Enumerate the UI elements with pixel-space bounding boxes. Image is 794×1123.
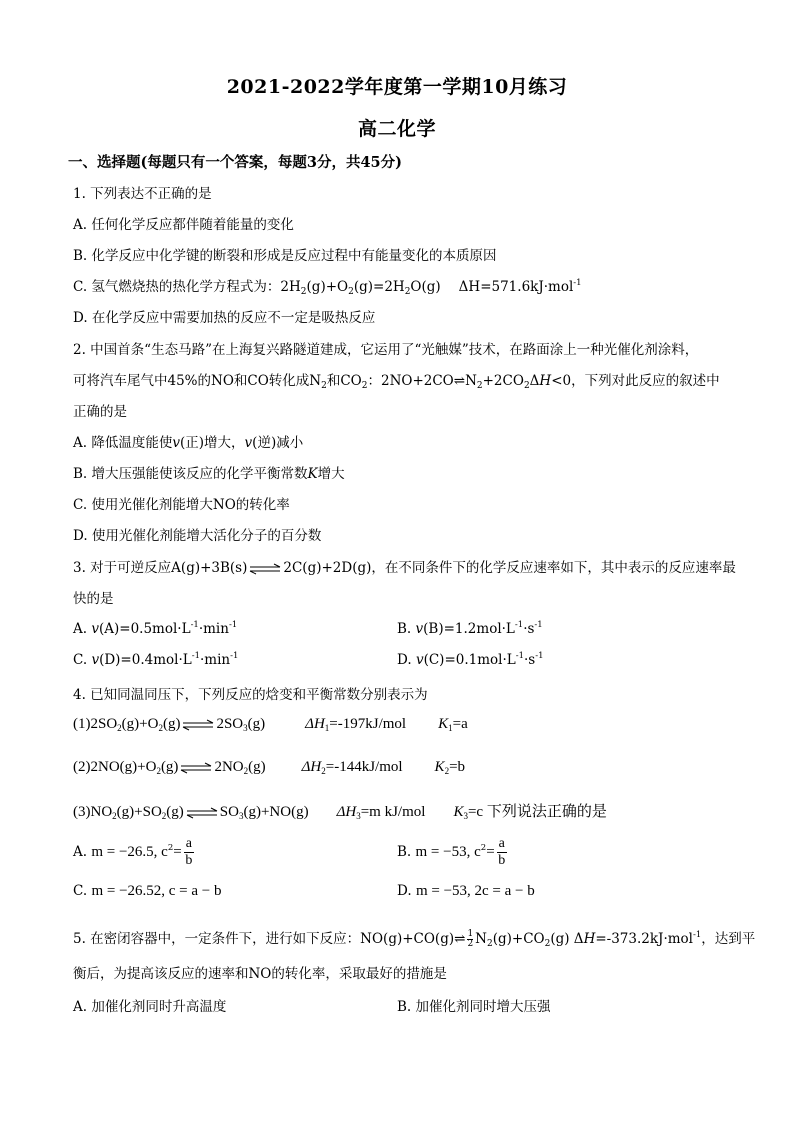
subscript: 2 [321,766,326,776]
equilibrium-arrow-icon [182,719,214,731]
q4-r3-text: SO [219,804,239,820]
fraction-denominator: b [498,853,506,868]
q4-r2-k: =b [449,759,466,775]
q5-text: =-373.2kJ·mol [595,931,693,947]
superscript: 2 [167,843,174,853]
q4-r2-text: (g) [160,759,179,775]
q1-c-text: C. 氢气燃烧热的热化学方程式为：2H [73,279,301,295]
q4-r3-text: (g)+SO [116,804,162,820]
q1-option-b: B. 化学反应中化学键的断裂和形成是反应过程中有能量变化的本质原因 [73,248,497,264]
superscript: -1 [190,620,199,630]
superscript: -1 [534,620,543,630]
q3-a-text: ·min [198,621,229,637]
q3-c-text: v [91,652,100,668]
q2-option-c: C. 使用光催化剂能增大NO的转化率 [73,497,290,513]
q4-r1-text: 2SO [216,716,244,732]
subscript: 3 [243,723,248,733]
q2-option-a [73,431,303,451]
subscript: 2 [117,723,122,733]
q4-r3-dh: =m kJ/mol [360,804,426,820]
q3-a-text: (A)=0.5mol·L [98,621,191,637]
q3-b-text: B. [397,621,416,637]
q5-text: H [583,931,596,947]
q4-r2-text: (g) [248,759,266,775]
superscript: -1 [573,278,582,288]
q1-option-d: D. 在化学反应中需要加热的反应不一定是吸热反应 [73,310,376,326]
superscript: -1 [514,620,524,630]
q2-stem-line3: 正确的是 [73,404,127,420]
fraction-numerator: 1 [467,929,474,939]
q4-r1-text: (g)+O [121,716,159,732]
q5-text: 5. 在密闭容器中，一定条件下，进行如下反应：NO(g)+CO(g)⇌ [73,931,466,947]
section-heading: 一、选择题(每题只有一个答案，每题3分，共45分) [68,154,402,171]
q4-r3-text: (g) [166,804,184,820]
q3-d-text: v [415,652,424,668]
q1-c-enthalpy: ΔH=571.6kJ·mol [458,279,574,295]
q4-option-c [73,883,222,900]
q4-r2-dh: ΔH [301,759,322,775]
q2-option-b [73,462,345,482]
subscript: 2 [486,939,493,949]
q1-option-a: A. 任何化学反应都伴随着能量的变化 [73,217,294,233]
q2-text: 可将汽车尾气中45%的NO和CO转化成N [73,373,322,389]
fraction-numerator: a [498,836,505,851]
fraction-numerator: a [185,836,192,851]
q4-b-eq: = [486,844,495,860]
q5-stem-line2: 衡后，为提高该反应的速率和NO的转化率，采取最好的措施是 [73,966,447,982]
q3-text: 2C(g)+2D(g)，在不同条件下的化学反应速率如下，其中表示的反应速率最 [283,560,736,576]
fraction-denominator: 2 [467,939,474,949]
q3-option-b [397,620,543,637]
q2-option-d: D. 使用光催化剂能增大活化分子的百分数 [73,528,322,544]
equilibrium-arrow-icon [249,563,281,575]
q2-text: +2CO [482,373,524,389]
q1-c-text: O(g) [410,279,441,295]
subscript: 2 [321,381,327,391]
q4-r1-k: K [438,716,449,732]
exam-title: 2021-2022学年度第一学期10月练习 [226,76,568,98]
subscript: 3 [238,811,244,821]
subscript: 2 [158,723,163,733]
q3-b-text: ·s [523,621,535,637]
superscript: -1 [191,651,201,661]
fraction-denominator: b [185,853,193,868]
subscript: 1 [324,723,330,733]
q4-r3-k: K [453,804,464,820]
q4-option-b [397,836,507,869]
q3-stem-line1 [73,556,736,576]
q4-reaction-1 [73,716,468,733]
q4-d-eq: m = −53, 2c = a − b [415,883,535,899]
q3-d-text: ·s [524,652,536,668]
q3-a-text: v [91,621,99,637]
q4-r1-text: (g) [162,716,181,732]
q3-b-text: v [415,621,424,637]
q2-stem-line1: 2. 中国首条“生态马路”在上海复兴路隧道建成，它运用了“光触媒”技术，在路面涂上一种光催化剂涂料， [73,342,699,358]
q2-text: ：2NO+2CO⇌N [367,373,477,389]
q4-r1-text: (g) [247,716,266,732]
q2-a-text: A. 降低温度能使 [73,435,173,451]
q4-r1-dh: =-197kJ/mol [329,716,407,732]
subscript: 2 [476,381,483,391]
q3-option-c [73,651,238,668]
q4-d-label: D. [397,883,412,899]
q2-b-text: B. 增大压强能使该反应的化学平衡常数 [73,466,308,482]
q3-b-text: (B)=1.2mol·L [423,621,515,637]
superscript: -1 [228,620,238,630]
q2-text: Δ [529,373,540,389]
subscript: 2 [161,811,167,821]
exam-subject: 高二化学 [357,118,436,140]
subscript: 3 [463,811,468,821]
superscript: -1 [535,651,544,661]
subscript: 2 [348,287,354,297]
subscript: 2 [544,939,551,949]
q4-r3-text: (3)NO [73,804,113,820]
q3-text: 3. 对于可逆反应A(g)+3B(s) [73,560,248,576]
subscript: 2 [523,381,530,391]
q3-d-text: (C)=0.1mol·L [423,652,516,668]
q2-a-text: (正)增大， [179,435,245,451]
q4-r2-dh: =-144kJ/mol [325,759,403,775]
q3-stem-line2: 快的是 [73,591,114,607]
q1-option-c [73,275,582,297]
q2-text: 和CO [326,373,362,389]
q4-r1-dh: ΔH [305,716,325,732]
superscript: -1 [693,930,702,940]
q3-c-text: (D)=0.4mol·L [99,652,192,668]
q5-option-b: B. 加催化剂同时增大压强 [397,999,551,1015]
subscript: 2 [444,766,450,776]
q4-r3-text: (g)+NO(g) [243,804,309,820]
q4-c-label: C. [73,883,88,899]
q3-c-text: C. [73,652,92,668]
superscript: 2 [480,843,487,853]
subscript: 2 [300,287,307,297]
q3-a-text: A. [73,621,92,637]
q3-option-d [397,651,544,668]
q3-d-text: D. [397,652,416,668]
subscript: 2 [112,811,117,821]
q4-reaction-3 [73,800,607,821]
q2-b-text: K [307,466,318,482]
superscript: -1 [515,651,525,661]
q4-r3-k: =c 下列说法正确的是 [467,804,607,820]
q4-reaction-2 [73,759,465,776]
q2-a-text: v [244,435,253,451]
superscript: -1 [230,651,239,661]
q4-r2-k: K [434,759,445,775]
q4-b-eq: m = −53, c [415,844,481,860]
q5-text: (g)+CO [492,931,545,947]
q2-a-text: (逆)减小 [252,435,304,451]
q5-text: ，达到平 [701,931,756,947]
q4-a-eq: m = −26.5, c [91,844,168,860]
q4-r1-text: (1)2SO [73,716,118,732]
q4-c-eq: m = −26.52, c = a − b [91,883,222,899]
q4-b-fraction [497,836,507,869]
q1-stem: 1. 下列表达不正确的是 [73,186,212,202]
q1-c-text: (g)+O [306,279,349,295]
q3-c-text: ·min [200,652,231,668]
q4-r2-text: 2NO [214,759,244,775]
subscript: 2 [404,287,411,297]
q4-a-fraction [184,836,194,869]
subscript: 2 [156,766,161,776]
q4-r2-text: (2)2NO(g)+O [73,759,157,775]
q3-option-a [73,620,237,637]
q4-b-label: B. [397,844,412,860]
subscript: 3 [356,811,361,821]
q4-a-eq: = [173,844,182,860]
subscript: 2 [243,766,249,776]
q5-option-a: A. 加催化剂同时升高温度 [73,999,227,1015]
q5-text: N [475,931,487,947]
q5-text: (g) Δ [550,931,584,947]
equilibrium-arrow-icon [180,762,212,774]
subscript: 2 [361,381,368,391]
q5-fraction [467,930,473,949]
q2-stem-line2 [73,369,720,391]
q5-stem-line1 [73,927,755,949]
q2-text: H [539,373,552,389]
q4-r3-dh: ΔH [336,804,357,820]
q2-a-text: v [172,435,180,451]
q2-text: <0，下列对此反应的叙述中 [551,373,720,389]
q2-b-text: 增大 [317,466,345,482]
equilibrium-arrow-icon [186,807,218,819]
q4-option-d [397,883,535,900]
q4-r1-k: =a [452,716,468,732]
q4-option-a [73,836,194,869]
q4-a-label: A. [73,844,88,860]
q1-c-text: (g)=2H [353,279,405,295]
q4-stem: 4. 已知同温同压下，下列反应的焓变和平衡常数分别表示为 [73,687,428,703]
subscript: 1 [448,723,453,733]
